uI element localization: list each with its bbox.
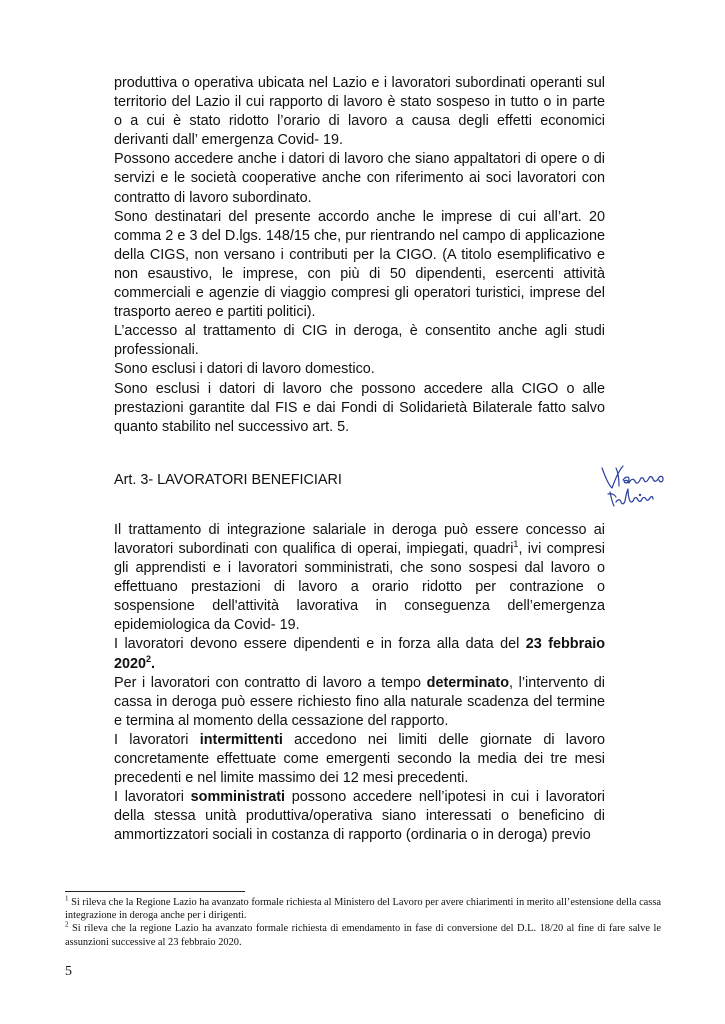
text: Per i lavoratori con contratto di lavoro a tempo (114, 674, 427, 691)
bold-text: intermittenti (199, 731, 283, 748)
text: I lavoratori devono essere dipendenti e in forza alla data del (114, 636, 526, 653)
text: . (151, 655, 156, 672)
footnote-ref[interactable]: 2 (146, 653, 152, 664)
paragraph-beneficiari (114, 521, 605, 636)
paragraph-determinato (114, 674, 605, 731)
text: I lavoratori (114, 789, 191, 806)
footnote (65, 896, 661, 922)
section-heading: Art. 3- LAVORATORI BENEFICIARI (114, 471, 342, 488)
bold-text: determinato (426, 674, 510, 691)
paragraph: L’accesso al trattamento di CIG in deroga, è consentito anche agli studi professionali. (114, 323, 605, 359)
footnote-number: 2 (65, 920, 69, 929)
handwritten-signature (596, 462, 691, 512)
text: Il trattamento di integrazione salariale in deroga può essere concesso ai lavoratori subordinati con qualifica di operai, impiegati, quadri (114, 521, 605, 557)
footnote-ref[interactable]: 1 (513, 539, 519, 550)
footnotes (65, 896, 661, 949)
footnote-number: 1 (65, 894, 69, 903)
paragraph: Sono destinatari del presente accordo anche le imprese di cui all’art. 20 comma 2 e 3 del D.lgs. 148/15 che, pur rientrando nel campo di applicazione della CIGS, non versano i contributi per la CIGO. (A titolo esemplificativo e non esaustivo, le imprese, con più di 50 dipendenti, esercenti attività commerciali e agenzie di viaggio compresi gli operatori turistici, imprese del trasporto aereo e partiti politici). (114, 208, 605, 321)
paragraph-dipendenti (114, 635, 605, 673)
text: , ivi compresi gli apprendisti e i lavoratori somministrati, che sono sospesi dal lavoro o effettuano prestazioni di lavoro a orario ridotto per contrazione o sospensione dell'attività lavorativa in conseguenza dell’emergenza epidemiologica da Covid- 19. (114, 540, 605, 634)
paragraph: Sono esclusi i datori di lavoro domestico. (114, 361, 375, 378)
footnote (65, 922, 661, 948)
paragraph-somministrati (114, 788, 605, 845)
text: I lavoratori (114, 731, 200, 748)
text: , l’intervento di cassa in deroga può essere richiesto fino alla naturale scadenza del termine e termina al momento della cessazione del rapporto. (114, 674, 605, 729)
body-text (114, 74, 605, 845)
bold-date: 23 febbraio 2020 (114, 636, 605, 672)
bold-text: somministrati (190, 789, 286, 806)
paragraph: Sono esclusi i datori di lavoro che possono accedere alla CIGO o alle prestazioni garantite dal FIS e dai Fondi di Solidarietà Bilaterale fatto salvo quanto stabilito nel successivo art. 5. (114, 380, 605, 435)
footnote-text: Si rileva che la Regione Lazio ha avanzato formale richiesta al Ministero del Lavoro per avere chiarimenti in merito all’estensione della cassa integrazione in deroga anche per i dirigenti. (65, 897, 661, 922)
text: possono accedere nell’ipotesi in cui i lavoratori della stessa unità produttiva/operativa siano interessati o beneficino di ammortizzatori sociali in costanza di rapporto (ordinaria o in deroga) previo (114, 789, 605, 844)
text: accedono nei limiti delle giornate di lavoro concretamente effettuate come emergenti secondo la media dei tre mesi precedenti e nel limite massimo dei 12 mesi precedenti. (114, 731, 605, 787)
paragraph: produttiva o operativa ubicata nel Lazio e i lavoratori subordinati operanti sul territorio del Lazio il cui rapporto di lavoro è stato sospeso in tutto o in parte o a cui è stato ridotto l’orario di lavoro a causa degli effetti economici derivanti dall’ emergenza Covid- 19. (114, 75, 605, 149)
page-number: 5 (65, 964, 72, 979)
paragraph-intermittenti (114, 731, 605, 788)
footnote-text: Si rileva che la regione Lazio ha avanzato formale richiesta di emendamento in fase di conversione del D.L. 18/20 al fine di fare salve le assunzioni successive al 23 febbraio 2020. (65, 923, 661, 948)
paragraph: Possono accedere anche i datori di lavoro che siano appaltatori di opere o di servizi e le società cooperative anche con riferimento ai soci lavoratori con contratto di lavoro subordinato. (114, 151, 605, 206)
footnote-divider (65, 891, 245, 892)
